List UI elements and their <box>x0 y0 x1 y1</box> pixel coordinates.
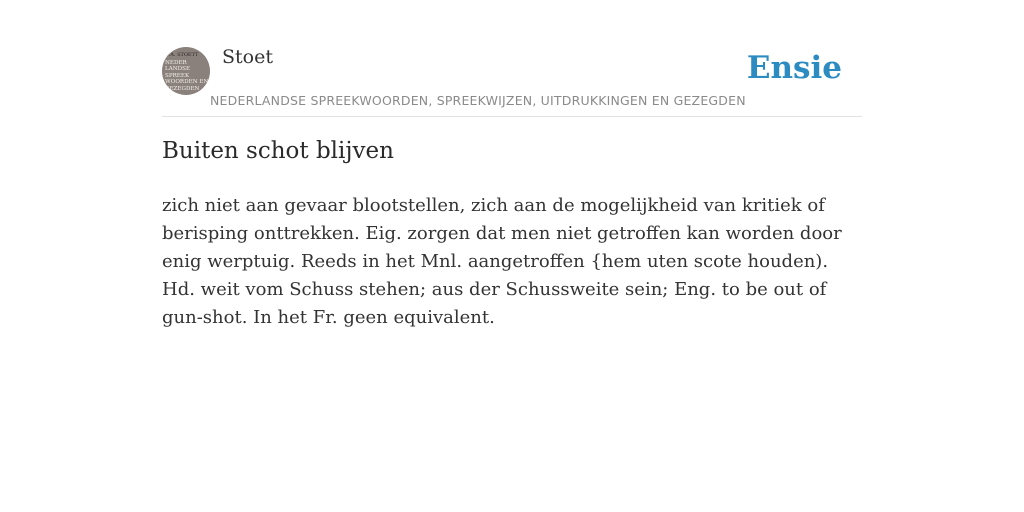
ensie-logo-link[interactable]: Ensie <box>746 50 842 86</box>
source-header <box>162 40 862 117</box>
source-name-link[interactable]: Stoet <box>222 46 273 68</box>
avatar-book-title: NEDER LANDSE SPREEK WOORDEN EN GEZEGDEN <box>165 60 209 92</box>
entry-definition: zich niet aan gevaar blootstellen, zich aan de mogelijkheid van kritiek of berisping onttrekken. Eig. zorgen dat men niet getroffen kan worden door enig werptuig. Reeds in het Mnl. aangetroffen {hem uten scote houden). Hd. weit vom Schuss stehen; aus der Schussweite sein; Eng. to be out of gun-shot. In het Fr. geen equivalent. <box>162 195 842 328</box>
entry-title: Buiten schot blijven <box>162 138 394 164</box>
collection-title-link[interactable]: NEDERLANDSE SPREEKWOORDEN, SPREEKWIJZEN, UITDRUKKINGEN EN GEZEGDEN <box>210 93 746 108</box>
avatar-book-author: F.A. STOETT <box>166 52 199 58</box>
source-avatar[interactable] <box>162 47 210 95</box>
